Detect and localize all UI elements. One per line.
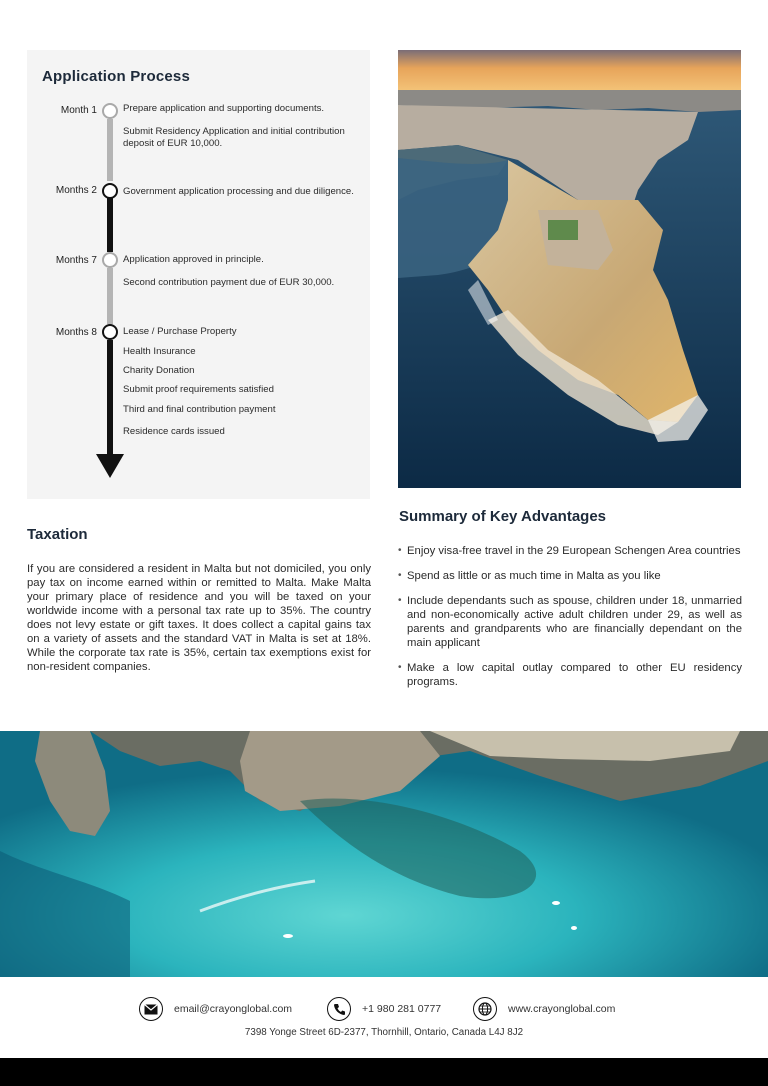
taxation-body: If you are considered a resident in Malta but not domiciled, you only pay tax on income earned within or remitted to Malta. Make Malta your primary place of residence and you will be taxed on your worldwide income with a personal tax rate up to 35%. The country does not levy estate or gift taxes. It does collect a capital gains tax on a variety of assets and the standard VAT in Malta is set at 18%. While the corporate tax rate is 35%, certain tax exemptions exist for non-resident companies. — [27, 563, 371, 673]
step-approved-in-principle: Application approved in principle. — [123, 254, 264, 265]
month-label-8: Months 8 — [55, 327, 97, 338]
summary-item-text: Spend as little or as much time in Malta as you like — [407, 570, 661, 582]
summary-item-dependants — [398, 594, 742, 650]
blue-lagoon-photo — [0, 731, 768, 977]
summary-item-time-in-malta — [398, 569, 742, 583]
bullet-icon: • — [398, 595, 402, 606]
summary-title: Summary of Key Advantages — [399, 508, 607, 525]
application-process-panel — [27, 50, 370, 499]
website-link[interactable]: www.crayonglobal.com — [508, 1003, 616, 1015]
summary-item-text: Make a low capital outlay compared to other EU residency programs. — [407, 662, 742, 688]
envelope-icon — [139, 997, 163, 1021]
bullet-icon: • — [398, 662, 402, 673]
step-prepare-application: Prepare application and supporting documents. — [123, 103, 325, 114]
step-submit-proof: Submit proof requirements satisfied — [123, 384, 274, 395]
step-health-insurance: Health Insurance — [123, 346, 196, 357]
timeline-segment-month2 — [107, 198, 113, 252]
phone-icon — [327, 997, 351, 1021]
step-charity-donation: Charity Donation — [123, 365, 195, 376]
timeline-arrow-head — [96, 454, 124, 478]
contact-row — [0, 996, 768, 1022]
timeline-segment-month1 — [107, 119, 113, 181]
bottom-bar — [0, 1058, 768, 1086]
summary-list — [398, 544, 742, 700]
month-label-1: Month 1 — [60, 105, 97, 116]
month-label-2: Months 2 — [55, 185, 97, 196]
contact-website[interactable] — [473, 996, 615, 1022]
contact-email[interactable] — [139, 996, 292, 1022]
step-lease-purchase: Lease / Purchase Property — [123, 326, 237, 337]
step-second-contribution: Second contribution payment due of EUR 30,000. — [123, 277, 335, 288]
globe-icon — [473, 997, 497, 1021]
taxation-title: Taxation — [27, 526, 88, 543]
timeline-node-month7 — [102, 252, 118, 268]
timeline-node-month1 — [102, 103, 118, 119]
malta-coastline-photo — [398, 50, 741, 488]
month-label-7: Months 7 — [55, 255, 97, 266]
summary-item-text: Enjoy visa-free travel in the 29 European Schengen Area countries — [407, 545, 741, 557]
contact-phone[interactable] — [327, 996, 441, 1022]
timeline-segment-month8 — [107, 340, 113, 455]
office-address: 7398 Yonge Street 6D-2377, Thornhill, Ontario, Canada L4J 8J2 — [244, 1027, 524, 1038]
application-process-title: Application Process — [42, 68, 191, 85]
timeline-node-month8 — [102, 324, 118, 340]
summary-item-visa-free — [398, 544, 742, 558]
timeline-segment-month7 — [107, 268, 113, 324]
summary-item-text: Include dependants such as spouse, children under 18, unmarried and non-economically active adult children under 29, as well as parents and grandparents who are financially dependant on the main applicant — [407, 595, 742, 649]
bullet-icon: • — [398, 570, 402, 581]
phone-link[interactable]: +1 980 281 0777 — [362, 1003, 442, 1015]
step-residence-cards: Residence cards issued — [123, 426, 225, 437]
step-final-contribution: Third and final contribution payment — [123, 404, 276, 415]
email-link[interactable]: email@crayonglobal.com — [174, 1003, 293, 1015]
bullet-icon: • — [398, 545, 402, 556]
step-government-processing: Government application processing and due diligence. — [123, 186, 354, 197]
step-submit-application: Submit Residency Application and initial contribution deposit of EUR 10,000. — [123, 126, 345, 149]
summary-item-low-capital — [398, 661, 742, 689]
timeline-node-month2 — [102, 183, 118, 199]
